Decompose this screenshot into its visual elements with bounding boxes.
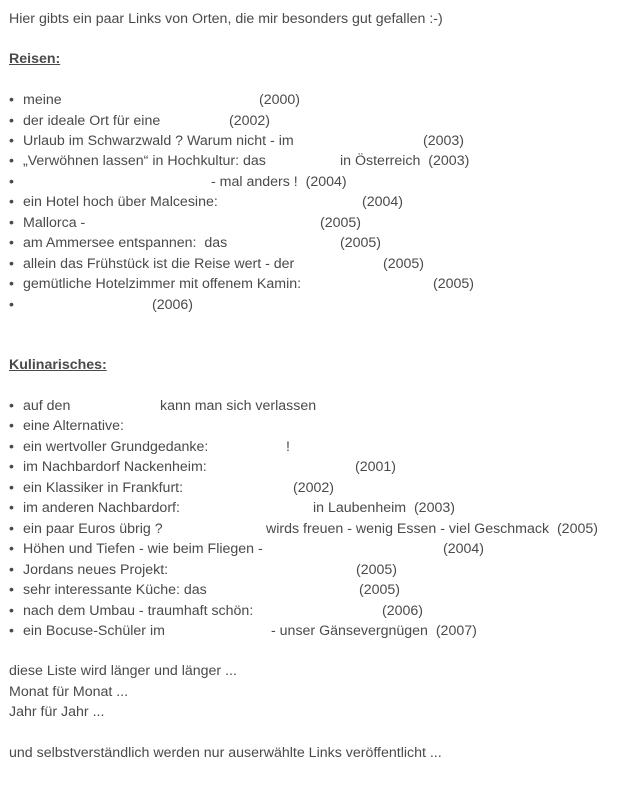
bullet-icon: • — [9, 602, 14, 619]
bullet-icon: • — [9, 479, 14, 496]
list-item-text: meine — [23, 92, 62, 108]
list-item-text: nach dem Umbau - traumhaft schön: — [23, 602, 254, 619]
bullet-icon: • — [9, 153, 14, 170]
list-item-text: allein das Frühstück ist die Reise wert - der — [23, 255, 295, 272]
list-item-text: ein wertvoller Grundgedanke: — [23, 438, 209, 455]
kulinarisches-list-item — [9, 480, 629, 497]
list-item-text: (2001) — [355, 459, 397, 476]
reisen-list-item — [9, 256, 629, 273]
section-heading-kulinarisches: Kulinarisches: — [9, 357, 107, 373]
reisen-list-item — [9, 235, 629, 252]
list-item-text: eine Alternative: — [23, 418, 124, 435]
list-item-text: (2005) — [356, 561, 398, 578]
list-item-text: (2002) — [293, 479, 335, 496]
bullet-icon: • — [9, 582, 14, 598]
bullet-icon: • — [9, 235, 14, 252]
kulinarisches-list-item — [9, 541, 629, 558]
bullet-icon: • — [9, 459, 14, 476]
kulinarisches-list-item — [9, 521, 629, 538]
bullet-icon: • — [9, 418, 14, 435]
reisen-list-item — [9, 174, 629, 191]
list-item-text: ein Bocuse-Schüler im — [23, 623, 165, 639]
kulinarisches-list-item — [9, 439, 629, 456]
list-item-text: in Laubenheim (2003) — [313, 500, 455, 517]
list-item-text: wirds freuen - wenig Essen - viel Geschmack (2005) — [266, 520, 598, 537]
list-item-text: (2000) — [259, 92, 301, 108]
kulinarisches-list-item — [9, 603, 629, 620]
list-item-text: Urlaub im Schwarzwald ? Warum nicht - im — [23, 132, 294, 149]
kulinarisches-list-item — [9, 398, 629, 415]
outro-line: Jahr für Jahr ... — [9, 704, 105, 720]
list-item-text: ! — [286, 438, 290, 455]
list-item-text: (2006) — [382, 602, 424, 619]
list-item-text: ein paar Euros übrig ? — [23, 520, 163, 537]
list-item-text: Jordans neues Projekt: — [23, 561, 169, 578]
list-item-text: der ideale Ort für eine — [23, 112, 161, 129]
intro-text: Hier gibts ein paar Links von Orten, die mir besonders gut gefallen :-) — [9, 11, 443, 27]
bullet-icon: • — [9, 255, 14, 272]
list-item-text: am Ammersee entspannen: das — [23, 235, 228, 252]
kulinarisches-list-item — [9, 418, 629, 435]
bullet-icon: • — [9, 132, 14, 149]
reisen-list-item — [9, 133, 629, 150]
list-item-text: ein Hotel hoch über Malcesine: — [23, 194, 218, 211]
list-item-text: sehr interessante Küche: das — [23, 582, 207, 598]
reisen-list-item — [9, 194, 629, 211]
list-item-text: (2003) — [423, 132, 465, 149]
list-item-text: - unser Gänsevergnügen (2007) — [271, 623, 477, 639]
bullet-icon: • — [9, 500, 14, 517]
kulinarisches-list-item — [9, 500, 629, 517]
list-item-text: im Nachbardorf Nackenheim: — [23, 459, 207, 476]
list-item-text: (2004) — [362, 194, 404, 211]
bullet-icon: • — [9, 398, 14, 414]
list-item-text: (2005) — [359, 582, 401, 598]
bullet-icon: • — [9, 194, 14, 211]
closing-text: und selbstverständlich werden nur auserwählte Links veröffentlicht ... — [9, 745, 442, 761]
bullet-icon: • — [9, 214, 14, 231]
outro-line: diese Liste wird länger und länger ... — [9, 663, 237, 679]
bullet-icon: • — [9, 296, 14, 313]
kulinarisches-list-item — [9, 459, 629, 476]
list-item-text: (2006) — [152, 296, 194, 313]
kulinarisches-list-item — [9, 623, 629, 640]
bullet-icon: • — [9, 438, 14, 455]
reisen-list-item — [9, 92, 629, 109]
bullet-icon: • — [9, 173, 14, 190]
list-item-text: (2005) — [320, 214, 362, 231]
bullet-icon: • — [9, 541, 14, 558]
kulinarisches-list-item — [9, 562, 629, 579]
list-item-text: (2005) — [433, 276, 475, 292]
list-item-text: (2005) — [383, 255, 425, 272]
bullet-icon: • — [9, 112, 14, 129]
list-item-text: in Österreich (2003) — [340, 153, 470, 170]
bullet-icon: • — [9, 276, 14, 292]
reisen-list-item — [9, 276, 629, 293]
list-item-text: Höhen und Tiefen - wie beim Fliegen - — [23, 541, 263, 558]
list-item-text: (2004) — [443, 541, 485, 558]
reisen-list-item — [9, 297, 629, 314]
list-item-text: (2002) — [229, 112, 271, 129]
bullet-icon: • — [9, 561, 14, 578]
reisen-list-item — [9, 153, 629, 170]
section-heading-reisen: Reisen: — [9, 51, 61, 67]
list-item-text: „Verwöhnen lassen“ in Hochkultur: das — [23, 153, 266, 170]
list-item-text: (2005) — [340, 235, 382, 252]
list-item-text: im anderen Nachbardorf: — [23, 500, 180, 517]
list-item-text: - mal anders ! (2004) — [211, 173, 347, 190]
list-item-text: ein Klassiker in Frankfurt: — [23, 479, 184, 496]
bullet-icon: • — [9, 520, 14, 537]
kulinarisches-list-item — [9, 582, 629, 599]
list-item-text: auf den — [23, 398, 71, 414]
list-item-text: gemütliche Hotelzimmer mit offenem Kamin: — [23, 276, 302, 292]
list-item-text: kann man sich verlassen — [160, 398, 317, 414]
bullet-icon: • — [9, 623, 14, 639]
outro-line: Monat für Monat ... — [9, 684, 129, 700]
list-item-text: Mallorca - — [23, 214, 86, 231]
reisen-list-item — [9, 215, 629, 232]
bullet-icon: • — [9, 92, 14, 108]
reisen-list-item — [9, 113, 629, 130]
